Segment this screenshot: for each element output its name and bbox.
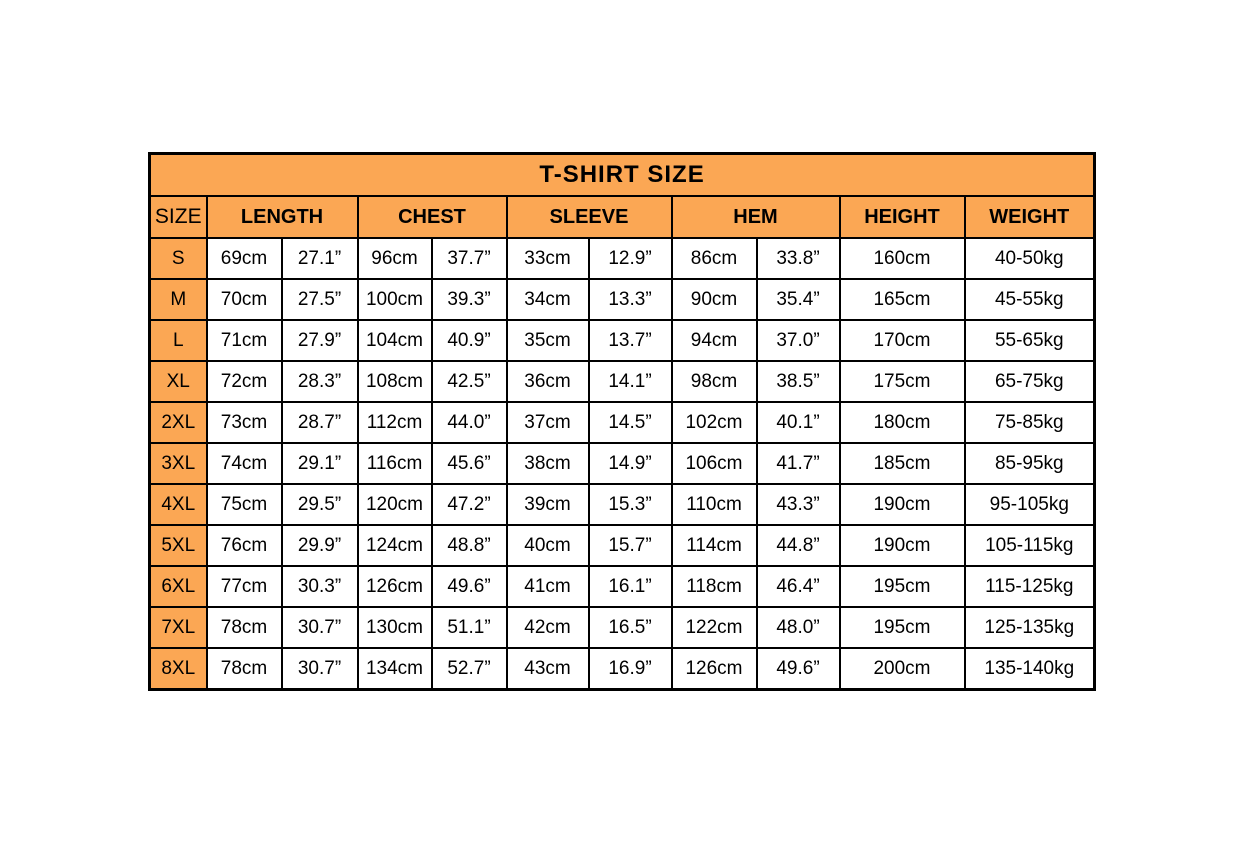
value-cell: 170cm [840,320,965,361]
column-header-sleeve: SLEEVE [507,196,672,238]
value-cell: 41.7” [757,443,840,484]
size-cell: S [150,238,207,279]
size-cell: XL [150,361,207,402]
table-row [150,443,1095,484]
value-cell: 12.9” [589,238,672,279]
value-cell: 52.7” [432,648,507,690]
value-cell: 94cm [672,320,757,361]
column-header-size: SIZE [150,196,207,238]
value-cell: 96cm [358,238,432,279]
value-cell: 43.3” [757,484,840,525]
value-cell: 75cm [207,484,282,525]
size-cell: 4XL [150,484,207,525]
value-cell: 14.9” [589,443,672,484]
value-cell: 65-75kg [965,361,1095,402]
value-cell: 72cm [207,361,282,402]
value-cell: 15.7” [589,525,672,566]
value-cell: 112cm [358,402,432,443]
value-cell: 105-115kg [965,525,1095,566]
value-cell: 120cm [358,484,432,525]
value-cell: 40.9” [432,320,507,361]
column-header-chest: CHEST [358,196,507,238]
value-cell: 29.9” [282,525,358,566]
value-cell: 76cm [207,525,282,566]
table-row [150,484,1095,525]
value-cell: 118cm [672,566,757,607]
value-cell: 30.7” [282,648,358,690]
value-cell: 108cm [358,361,432,402]
value-cell: 175cm [840,361,965,402]
value-cell: 41cm [507,566,589,607]
value-cell: 33.8” [757,238,840,279]
size-cell: 8XL [150,648,207,690]
table-title: T-SHIRT SIZE [150,154,1095,197]
value-cell: 37.0” [757,320,840,361]
value-cell: 30.3” [282,566,358,607]
value-cell: 102cm [672,402,757,443]
value-cell: 125-135kg [965,607,1095,648]
value-cell: 49.6” [757,648,840,690]
value-cell: 36cm [507,361,589,402]
value-cell: 106cm [672,443,757,484]
value-cell: 35.4” [757,279,840,320]
value-cell: 43cm [507,648,589,690]
value-cell: 14.1” [589,361,672,402]
value-cell: 180cm [840,402,965,443]
table-row [150,402,1095,443]
value-cell: 100cm [358,279,432,320]
value-cell: 69cm [207,238,282,279]
size-cell: 3XL [150,443,207,484]
value-cell: 124cm [358,525,432,566]
table-row [150,361,1095,402]
value-cell: 29.1” [282,443,358,484]
value-cell: 44.8” [757,525,840,566]
value-cell: 85-95kg [965,443,1095,484]
value-cell: 134cm [358,648,432,690]
value-cell: 27.5” [282,279,358,320]
value-cell: 28.3” [282,361,358,402]
value-cell: 15.3” [589,484,672,525]
column-header-length: LENGTH [207,196,358,238]
column-header-height: HEIGHT [840,196,965,238]
value-cell: 44.0” [432,402,507,443]
value-cell: 42cm [507,607,589,648]
value-cell: 116cm [358,443,432,484]
value-cell: 13.7” [589,320,672,361]
value-cell: 51.1” [432,607,507,648]
size-cell: 6XL [150,566,207,607]
value-cell: 115-125kg [965,566,1095,607]
value-cell: 39cm [507,484,589,525]
table-row [150,648,1095,690]
value-cell: 122cm [672,607,757,648]
value-cell: 135-140kg [965,648,1095,690]
value-cell: 39.3” [432,279,507,320]
value-cell: 35cm [507,320,589,361]
value-cell: 114cm [672,525,757,566]
value-cell: 37.7” [432,238,507,279]
value-cell: 73cm [207,402,282,443]
value-cell: 40cm [507,525,589,566]
value-cell: 104cm [358,320,432,361]
value-cell: 78cm [207,648,282,690]
value-cell: 78cm [207,607,282,648]
value-cell: 33cm [507,238,589,279]
table-row [150,238,1095,279]
value-cell: 49.6” [432,566,507,607]
value-cell: 40.1” [757,402,840,443]
table-row [150,607,1095,648]
size-cell: L [150,320,207,361]
value-cell: 34cm [507,279,589,320]
value-cell: 27.9” [282,320,358,361]
value-cell: 190cm [840,525,965,566]
value-cell: 16.5” [589,607,672,648]
value-cell: 13.3” [589,279,672,320]
value-cell: 28.7” [282,402,358,443]
value-cell: 37cm [507,402,589,443]
column-header-hem: HEM [672,196,840,238]
value-cell: 27.1” [282,238,358,279]
size-cell: 5XL [150,525,207,566]
value-cell: 160cm [840,238,965,279]
value-cell: 190cm [840,484,965,525]
table-row [150,279,1095,320]
table-row [150,320,1095,361]
value-cell: 130cm [358,607,432,648]
value-cell: 75-85kg [965,402,1095,443]
value-cell: 110cm [672,484,757,525]
value-cell: 200cm [840,648,965,690]
table-row [150,525,1095,566]
value-cell: 45.6” [432,443,507,484]
column-header-weight: WEIGHT [965,196,1095,238]
size-cell: M [150,279,207,320]
value-cell: 16.1” [589,566,672,607]
value-cell: 45-55kg [965,279,1095,320]
value-cell: 16.9” [589,648,672,690]
size-cell: 7XL [150,607,207,648]
value-cell: 90cm [672,279,757,320]
value-cell: 40-50kg [965,238,1095,279]
value-cell: 46.4” [757,566,840,607]
value-cell: 77cm [207,566,282,607]
size-cell: 2XL [150,402,207,443]
header-row [150,196,1095,238]
size-chart-table [148,152,1096,691]
value-cell: 165cm [840,279,965,320]
value-cell: 71cm [207,320,282,361]
value-cell: 126cm [358,566,432,607]
table-row [150,566,1095,607]
value-cell: 195cm [840,607,965,648]
value-cell: 98cm [672,361,757,402]
value-cell: 38.5” [757,361,840,402]
value-cell: 185cm [840,443,965,484]
value-cell: 126cm [672,648,757,690]
value-cell: 42.5” [432,361,507,402]
title-row [150,154,1095,197]
value-cell: 30.7” [282,607,358,648]
value-cell: 14.5” [589,402,672,443]
value-cell: 55-65kg [965,320,1095,361]
value-cell: 95-105kg [965,484,1095,525]
value-cell: 47.2” [432,484,507,525]
value-cell: 86cm [672,238,757,279]
value-cell: 195cm [840,566,965,607]
value-cell: 70cm [207,279,282,320]
value-cell: 48.8” [432,525,507,566]
value-cell: 38cm [507,443,589,484]
value-cell: 74cm [207,443,282,484]
value-cell: 29.5” [282,484,358,525]
value-cell: 48.0” [757,607,840,648]
